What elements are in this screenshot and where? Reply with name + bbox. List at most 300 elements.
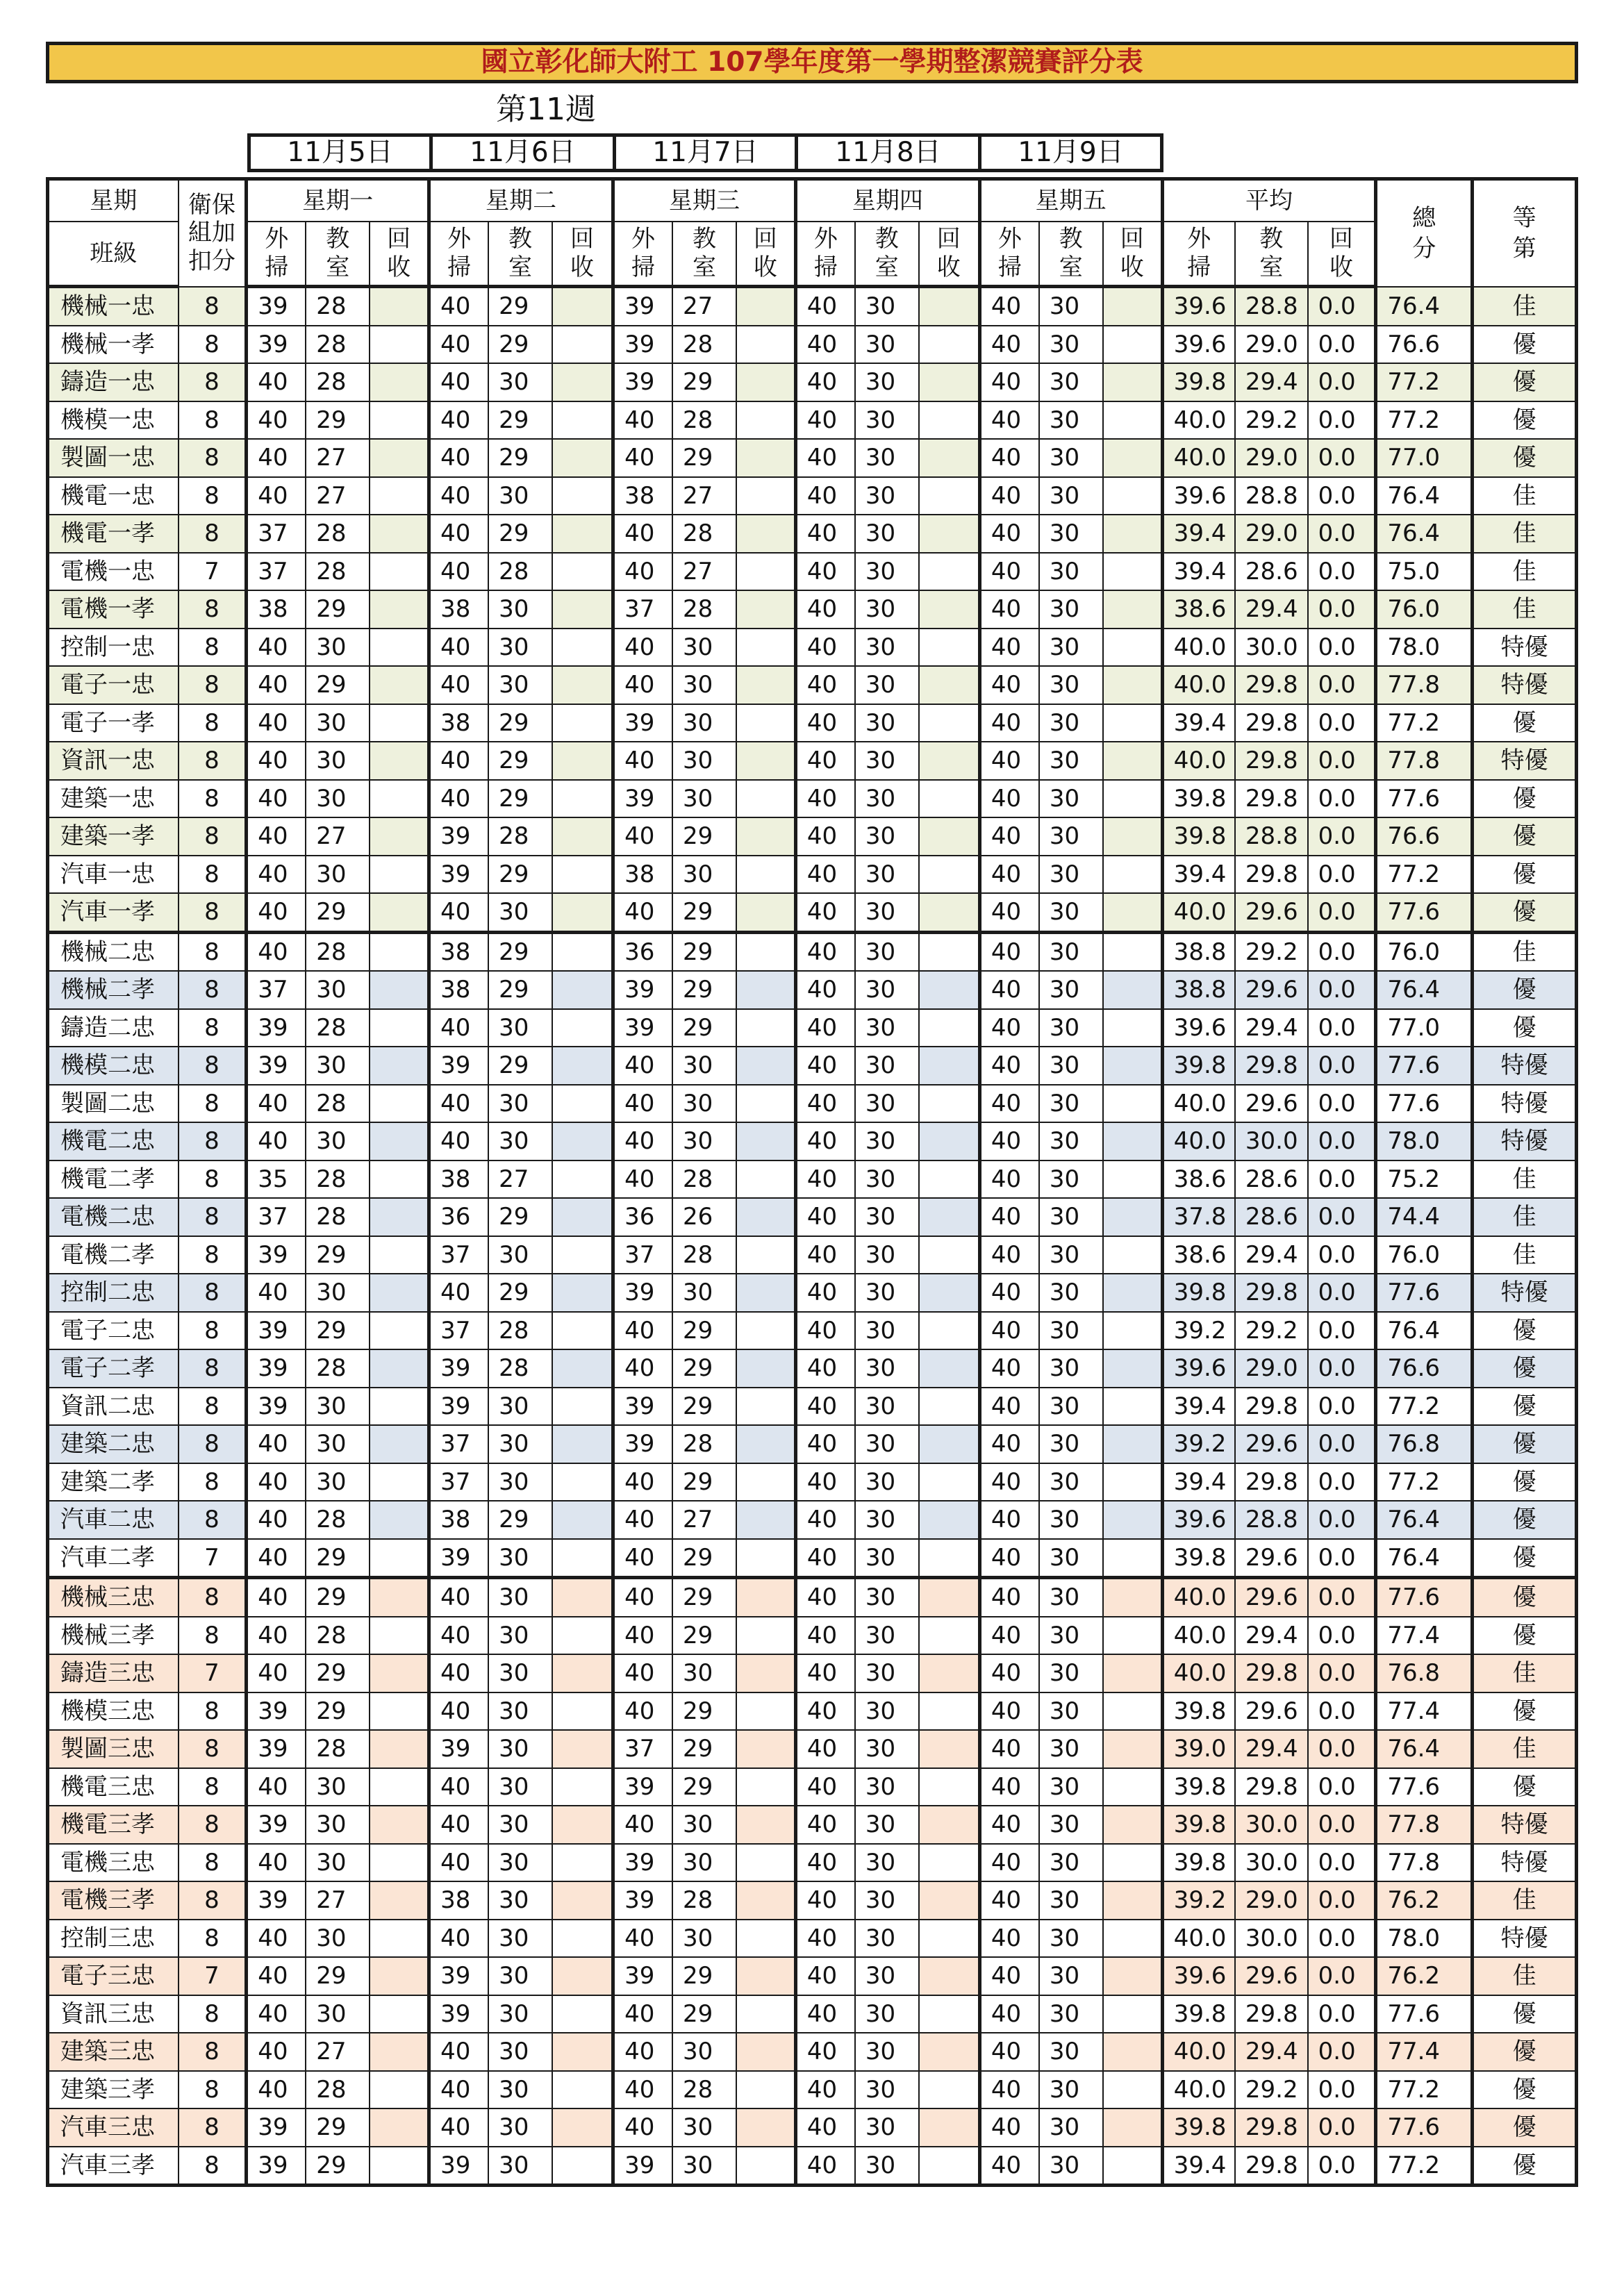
bonus-score: 7 <box>179 1654 247 1692</box>
grade: 佳 <box>1473 477 1577 515</box>
outdoor-score: 40 <box>429 629 488 667</box>
recycle-score <box>919 439 980 477</box>
recycle-score <box>919 1236 980 1274</box>
classroom-score: 30 <box>306 1388 370 1426</box>
recycle-score <box>552 1122 613 1161</box>
classroom-score: 30 <box>306 1274 370 1312</box>
outdoor-score: 38 <box>429 704 488 742</box>
classroom-score: 29 <box>672 439 736 477</box>
classroom-score: 30 <box>1039 1198 1103 1236</box>
bonus-score: 8 <box>179 439 247 477</box>
classroom-score: 30 <box>1039 1161 1103 1199</box>
bonus-score: 8 <box>179 893 247 932</box>
outdoor-score: 40 <box>795 1312 854 1350</box>
outdoor-score: 40 <box>979 1122 1038 1161</box>
recycle-score <box>736 1920 796 1958</box>
classroom-score: 30 <box>855 971 919 1009</box>
recycle-score <box>552 932 613 971</box>
outdoor-score: 40 <box>429 780 488 818</box>
grade: 佳 <box>1473 1957 1577 1995</box>
total-score: 76.8 <box>1376 1425 1473 1463</box>
outdoor-score: 39 <box>247 1881 306 1920</box>
avg-classroom: 28.8 <box>1235 477 1308 515</box>
date-thu: 11月8日 <box>797 135 980 171</box>
outdoor-score: 40 <box>247 629 306 667</box>
recycle-score <box>1103 2033 1163 2071</box>
avg-outdoor: 38.6 <box>1162 1236 1235 1274</box>
outdoor-score: 39 <box>247 1047 306 1085</box>
classroom-score: 30 <box>672 1122 736 1161</box>
outdoor-score: 40 <box>979 1881 1038 1920</box>
classroom-score: 30 <box>488 1957 552 1995</box>
classroom-score: 30 <box>488 1617 552 1655</box>
classroom-score: 30 <box>855 2147 919 2186</box>
outdoor-score: 39 <box>247 1312 306 1350</box>
grade: 優 <box>1473 971 1577 1009</box>
grade: 佳 <box>1473 553 1577 591</box>
recycle-score <box>370 1995 429 2033</box>
classroom-score: 29 <box>306 590 370 629</box>
classroom-score: 30 <box>306 1920 370 1958</box>
classroom-score: 30 <box>1039 553 1103 591</box>
classroom-score: 30 <box>855 742 919 780</box>
total-score: 77.2 <box>1376 1463 1473 1501</box>
classroom-score: 30 <box>855 1425 919 1463</box>
classroom-score: 30 <box>1039 1349 1103 1388</box>
classroom-score: 29 <box>488 1274 552 1312</box>
outdoor-score: 40 <box>795 1198 854 1236</box>
grade: 佳 <box>1473 287 1577 326</box>
outdoor-score: 40 <box>247 1539 306 1578</box>
classroom-score: 27 <box>306 477 370 515</box>
recycle-score <box>919 401 980 440</box>
recycle-score <box>370 742 429 780</box>
outdoor-score: 39 <box>429 1730 488 1768</box>
avg-recycle: 0.0 <box>1308 1617 1376 1655</box>
outdoor-score: 39 <box>613 2147 672 2186</box>
bonus-score: 8 <box>179 1198 247 1236</box>
avg-outdoor: 39.6 <box>1162 477 1235 515</box>
classroom-score: 30 <box>855 326 919 364</box>
outdoor-score: 40 <box>979 590 1038 629</box>
recycle-score <box>919 590 980 629</box>
recycle-score <box>1103 2147 1163 2186</box>
classroom-score: 30 <box>306 629 370 667</box>
classroom-score: 30 <box>672 629 736 667</box>
outdoor-score: 40 <box>979 1692 1038 1731</box>
avg-outdoor: 38.8 <box>1162 971 1235 1009</box>
classroom-score: 30 <box>1039 629 1103 667</box>
recycle-score <box>552 2147 613 2186</box>
classroom-score: 29 <box>488 1198 552 1236</box>
table-row <box>48 2071 1577 2109</box>
outdoor-score: 40 <box>979 666 1038 704</box>
avg-recycle: 0.0 <box>1308 1578 1376 1617</box>
recycle-score <box>919 666 980 704</box>
recycle-score <box>552 1692 613 1731</box>
avg-outdoor: 40.0 <box>1162 666 1235 704</box>
avg-recycle: 0.0 <box>1308 2071 1376 2109</box>
class-name: 建築一忠 <box>48 780 179 818</box>
total-score: 77.6 <box>1376 1578 1473 1617</box>
recycle-score <box>919 1009 980 1047</box>
classroom-score: 29 <box>672 1349 736 1388</box>
classroom-score: 30 <box>1039 742 1103 780</box>
outdoor-score: 40 <box>247 439 306 477</box>
outdoor-score: 40 <box>795 515 854 553</box>
bonus-score: 8 <box>179 1425 247 1463</box>
avg-outdoor: 39.6 <box>1162 1501 1235 1539</box>
date-mon: 11月5日 <box>249 135 431 171</box>
table-row <box>48 515 1577 553</box>
classroom-score: 30 <box>306 971 370 1009</box>
class-header-label: 班級 <box>48 222 179 287</box>
avg-recycle: 0.0 <box>1308 326 1376 364</box>
avg-outdoor: 38.6 <box>1162 1161 1235 1199</box>
recycle-score <box>919 1425 980 1463</box>
recycle-score <box>552 1730 613 1768</box>
bonus-score: 8 <box>179 2071 247 2109</box>
grade: 佳 <box>1473 1881 1577 1920</box>
class-name: 機電三忠 <box>48 1768 179 1806</box>
recycle-score <box>552 1349 613 1388</box>
outdoor-score: 40 <box>429 1654 488 1692</box>
outdoor-score: 40 <box>429 1920 488 1958</box>
avg-recycle: 0.0 <box>1308 1388 1376 1426</box>
date-tue: 11月6日 <box>431 135 615 171</box>
recycle-score <box>370 477 429 515</box>
grade: 優 <box>1473 2071 1577 2109</box>
grade: 優 <box>1473 1388 1577 1426</box>
outdoor-score: 40 <box>247 363 306 401</box>
grade-header: 等 第 <box>1473 179 1577 287</box>
class-name: 建築三孝 <box>48 2071 179 2109</box>
avg-recycle: 0.0 <box>1308 1501 1376 1539</box>
recycle-score <box>919 1122 980 1161</box>
recycle-score <box>1103 1995 1163 2033</box>
outdoor-score: 40 <box>613 1047 672 1085</box>
classroom-score: 30 <box>1039 1578 1103 1617</box>
grade: 優 <box>1473 1312 1577 1350</box>
avg-outdoor: 39.8 <box>1162 2108 1235 2147</box>
recycle-score <box>736 1730 796 1768</box>
classroom-score: 28 <box>488 1312 552 1350</box>
day2-sub-classroom: 教 室 <box>488 222 552 287</box>
classroom-score: 30 <box>672 1844 736 1882</box>
total-score: 76.4 <box>1376 1730 1473 1768</box>
classroom-score: 29 <box>306 2108 370 2147</box>
recycle-score <box>736 704 796 742</box>
recycle-score <box>370 590 429 629</box>
classroom-score: 29 <box>672 1388 736 1426</box>
table-row <box>48 742 1577 780</box>
grade: 優 <box>1473 1692 1577 1731</box>
outdoor-score: 40 <box>979 1085 1038 1123</box>
classroom-score: 30 <box>488 2147 552 2186</box>
total-score: 77.6 <box>1376 893 1473 932</box>
classroom-score: 30 <box>1039 1806 1103 1844</box>
recycle-score <box>370 1539 429 1578</box>
classroom-score: 30 <box>855 1920 919 1958</box>
bonus-score: 8 <box>179 1995 247 2033</box>
outdoor-score: 40 <box>795 287 854 326</box>
recycle-score <box>1103 287 1163 326</box>
classroom-score: 30 <box>672 2147 736 2186</box>
outdoor-score: 40 <box>979 363 1038 401</box>
avg-classroom: 29.2 <box>1235 401 1308 440</box>
recycle-score <box>919 1654 980 1692</box>
classroom-score: 30 <box>855 401 919 440</box>
grade: 優 <box>1473 363 1577 401</box>
outdoor-score: 40 <box>429 1617 488 1655</box>
recycle-score <box>1103 1692 1163 1731</box>
recycle-score <box>736 932 796 971</box>
class-name: 電機二孝 <box>48 1236 179 1274</box>
grade: 特優 <box>1473 1920 1577 1958</box>
recycle-score <box>552 704 613 742</box>
avg-recycle: 0.0 <box>1308 1692 1376 1731</box>
classroom-score: 30 <box>488 1844 552 1882</box>
table-row <box>48 439 1577 477</box>
day2-sub-outdoor: 外 掃 <box>429 222 488 287</box>
outdoor-score: 40 <box>795 2147 854 2186</box>
classroom-score: 30 <box>855 817 919 856</box>
recycle-score <box>1103 666 1163 704</box>
outdoor-score: 40 <box>247 477 306 515</box>
recycle-score <box>370 1957 429 1995</box>
avg-outdoor: 37.8 <box>1162 1198 1235 1236</box>
avg-recycle: 0.0 <box>1308 1425 1376 1463</box>
classroom-score: 30 <box>855 1806 919 1844</box>
recycle-score <box>736 1957 796 1995</box>
recycle-score <box>919 817 980 856</box>
classroom-score: 27 <box>306 817 370 856</box>
recycle-score <box>919 2147 980 2186</box>
outdoor-score: 39 <box>613 326 672 364</box>
outdoor-score: 40 <box>613 817 672 856</box>
avg-outdoor: 39.6 <box>1162 326 1235 364</box>
classroom-score: 30 <box>488 1654 552 1692</box>
outdoor-score: 40 <box>795 1349 854 1388</box>
grade: 特優 <box>1473 1122 1577 1161</box>
recycle-score <box>552 2033 613 2071</box>
bonus-score: 8 <box>179 2108 247 2147</box>
outdoor-score: 40 <box>979 1198 1038 1236</box>
outdoor-score: 40 <box>795 1388 854 1426</box>
recycle-score <box>919 1312 980 1350</box>
classroom-score: 29 <box>672 1312 736 1350</box>
avg-classroom: 29.2 <box>1235 2071 1308 2109</box>
bonus-score: 8 <box>179 1388 247 1426</box>
outdoor-score: 40 <box>429 1768 488 1806</box>
avg-recycle: 0.0 <box>1308 363 1376 401</box>
bonus-score: 8 <box>179 780 247 818</box>
day1-sub-recycle: 回 收 <box>370 222 429 287</box>
recycle-score <box>1103 2071 1163 2109</box>
recycle-score <box>552 1388 613 1426</box>
classroom-score: 30 <box>1039 704 1103 742</box>
class-name: 控制一忠 <box>48 629 179 667</box>
recycle-score <box>370 1844 429 1882</box>
recycle-score <box>370 553 429 591</box>
classroom-score: 29 <box>488 439 552 477</box>
outdoor-score: 40 <box>795 893 854 932</box>
outdoor-score: 39 <box>613 1768 672 1806</box>
outdoor-score: 36 <box>613 1198 672 1236</box>
classroom-score: 29 <box>672 1995 736 2033</box>
avg-outdoor: 40.0 <box>1162 1085 1235 1123</box>
bonus-score: 8 <box>179 1047 247 1085</box>
classroom-score: 30 <box>855 1047 919 1085</box>
avg-outdoor: 40.0 <box>1162 1578 1235 1617</box>
avg-classroom: 29.0 <box>1235 1881 1308 1920</box>
avg-classroom: 29.4 <box>1235 590 1308 629</box>
avg-recycle: 0.0 <box>1308 1236 1376 1274</box>
classroom-score: 30 <box>672 742 736 780</box>
bonus-score: 8 <box>179 1730 247 1768</box>
recycle-score <box>919 1388 980 1426</box>
bonus-score: 8 <box>179 1920 247 1958</box>
classroom-score: 30 <box>855 1957 919 1995</box>
recycle-score <box>552 1047 613 1085</box>
day3-sub-classroom: 教 室 <box>672 222 736 287</box>
total-score: 77.6 <box>1376 1995 1473 2033</box>
avg-outdoor: 40.0 <box>1162 1654 1235 1692</box>
classroom-score: 27 <box>672 477 736 515</box>
classroom-score: 30 <box>488 363 552 401</box>
outdoor-score: 40 <box>979 1236 1038 1274</box>
avg-recycle: 0.0 <box>1308 971 1376 1009</box>
recycle-score <box>1103 1274 1163 1312</box>
recycle-score <box>1103 893 1163 932</box>
avg-outdoor: 39.4 <box>1162 2147 1235 2186</box>
classroom-score: 29 <box>488 287 552 326</box>
classroom-score: 30 <box>488 590 552 629</box>
recycle-score <box>370 1501 429 1539</box>
class-name: 資訊三忠 <box>48 1995 179 2033</box>
avg-outdoor: 39.2 <box>1162 1312 1235 1350</box>
classroom-score: 30 <box>855 477 919 515</box>
recycle-score <box>736 1539 796 1578</box>
outdoor-score: 40 <box>247 1425 306 1463</box>
recycle-score <box>736 477 796 515</box>
outdoor-score: 40 <box>429 742 488 780</box>
table-row <box>48 287 1577 326</box>
total-score: 76.4 <box>1376 1312 1473 1350</box>
outdoor-score: 40 <box>429 363 488 401</box>
classroom-score: 30 <box>488 666 552 704</box>
total-score: 77.0 <box>1376 439 1473 477</box>
outdoor-score: 40 <box>613 1654 672 1692</box>
recycle-score <box>1103 363 1163 401</box>
avg-classroom: 29.8 <box>1235 1995 1308 2033</box>
total-score: 77.8 <box>1376 742 1473 780</box>
recycle-score <box>370 1806 429 1844</box>
avg-recycle: 0.0 <box>1308 817 1376 856</box>
recycle-score <box>552 742 613 780</box>
classroom-score: 29 <box>672 971 736 1009</box>
recycle-score <box>736 742 796 780</box>
day5-sub-outdoor: 外 掃 <box>979 222 1038 287</box>
classroom-score: 30 <box>1039 1844 1103 1882</box>
total-score: 77.8 <box>1376 666 1473 704</box>
outdoor-score: 40 <box>795 1539 854 1578</box>
recycle-score <box>1103 1425 1163 1463</box>
classroom-score: 28 <box>306 1085 370 1123</box>
grade: 佳 <box>1473 1654 1577 1692</box>
recycle-score <box>919 1539 980 1578</box>
total-score: 77.4 <box>1376 2033 1473 2071</box>
classroom-score: 28 <box>672 1425 736 1463</box>
classroom-score: 30 <box>306 704 370 742</box>
outdoor-score: 39 <box>247 1388 306 1426</box>
recycle-score <box>552 2108 613 2147</box>
outdoor-score: 40 <box>247 1085 306 1123</box>
table-row <box>48 1957 1577 1995</box>
outdoor-score: 40 <box>979 515 1038 553</box>
table-row <box>48 1085 1577 1123</box>
grade: 特優 <box>1473 1844 1577 1882</box>
recycle-score <box>736 1388 796 1426</box>
classroom-score: 30 <box>1039 2147 1103 2186</box>
classroom-score: 28 <box>672 326 736 364</box>
recycle-score <box>370 1730 429 1768</box>
bonus-score: 8 <box>179 2033 247 2071</box>
recycle-score <box>1103 326 1163 364</box>
outdoor-score: 40 <box>613 1692 672 1731</box>
classroom-score: 30 <box>488 1881 552 1920</box>
avg-classroom: 30.0 <box>1235 629 1308 667</box>
avg-classroom: 29.6 <box>1235 971 1308 1009</box>
avg-classroom: 29.4 <box>1235 363 1308 401</box>
outdoor-score: 36 <box>429 1198 488 1236</box>
class-name: 建築二忠 <box>48 1425 179 1463</box>
recycle-score <box>1103 1654 1163 1692</box>
grade: 特優 <box>1473 629 1577 667</box>
outdoor-score: 40 <box>979 971 1038 1009</box>
grade: 佳 <box>1473 1730 1577 1768</box>
recycle-score <box>370 1122 429 1161</box>
recycle-score <box>919 1198 980 1236</box>
table-row <box>48 666 1577 704</box>
classroom-score: 30 <box>488 1578 552 1617</box>
avg-outdoor: 39.4 <box>1162 1388 1235 1426</box>
recycle-score <box>552 590 613 629</box>
recycle-score <box>1103 1312 1163 1350</box>
table-row <box>48 363 1577 401</box>
table-row <box>48 1463 1577 1501</box>
recycle-score <box>919 2033 980 2071</box>
avg-classroom: 29.4 <box>1235 1730 1308 1768</box>
class-name: 汽車三孝 <box>48 2147 179 2186</box>
total-score: 76.0 <box>1376 932 1473 971</box>
avg-classroom: 29.8 <box>1235 1463 1308 1501</box>
avg-classroom: 28.8 <box>1235 817 1308 856</box>
recycle-score <box>370 439 429 477</box>
recycle-score <box>552 629 613 667</box>
outdoor-score: 40 <box>795 1236 854 1274</box>
outdoor-score: 37 <box>613 1730 672 1768</box>
avg-outdoor: 39.0 <box>1162 1730 1235 1768</box>
outdoor-score: 38 <box>429 932 488 971</box>
total-score: 76.4 <box>1376 1539 1473 1578</box>
outdoor-score: 40 <box>795 326 854 364</box>
outdoor-score: 40 <box>795 439 854 477</box>
avg-recycle: 0.0 <box>1308 629 1376 667</box>
classroom-score: 28 <box>306 1617 370 1655</box>
average-header: 平均 <box>1162 179 1376 222</box>
bonus-score: 7 <box>179 1539 247 1578</box>
